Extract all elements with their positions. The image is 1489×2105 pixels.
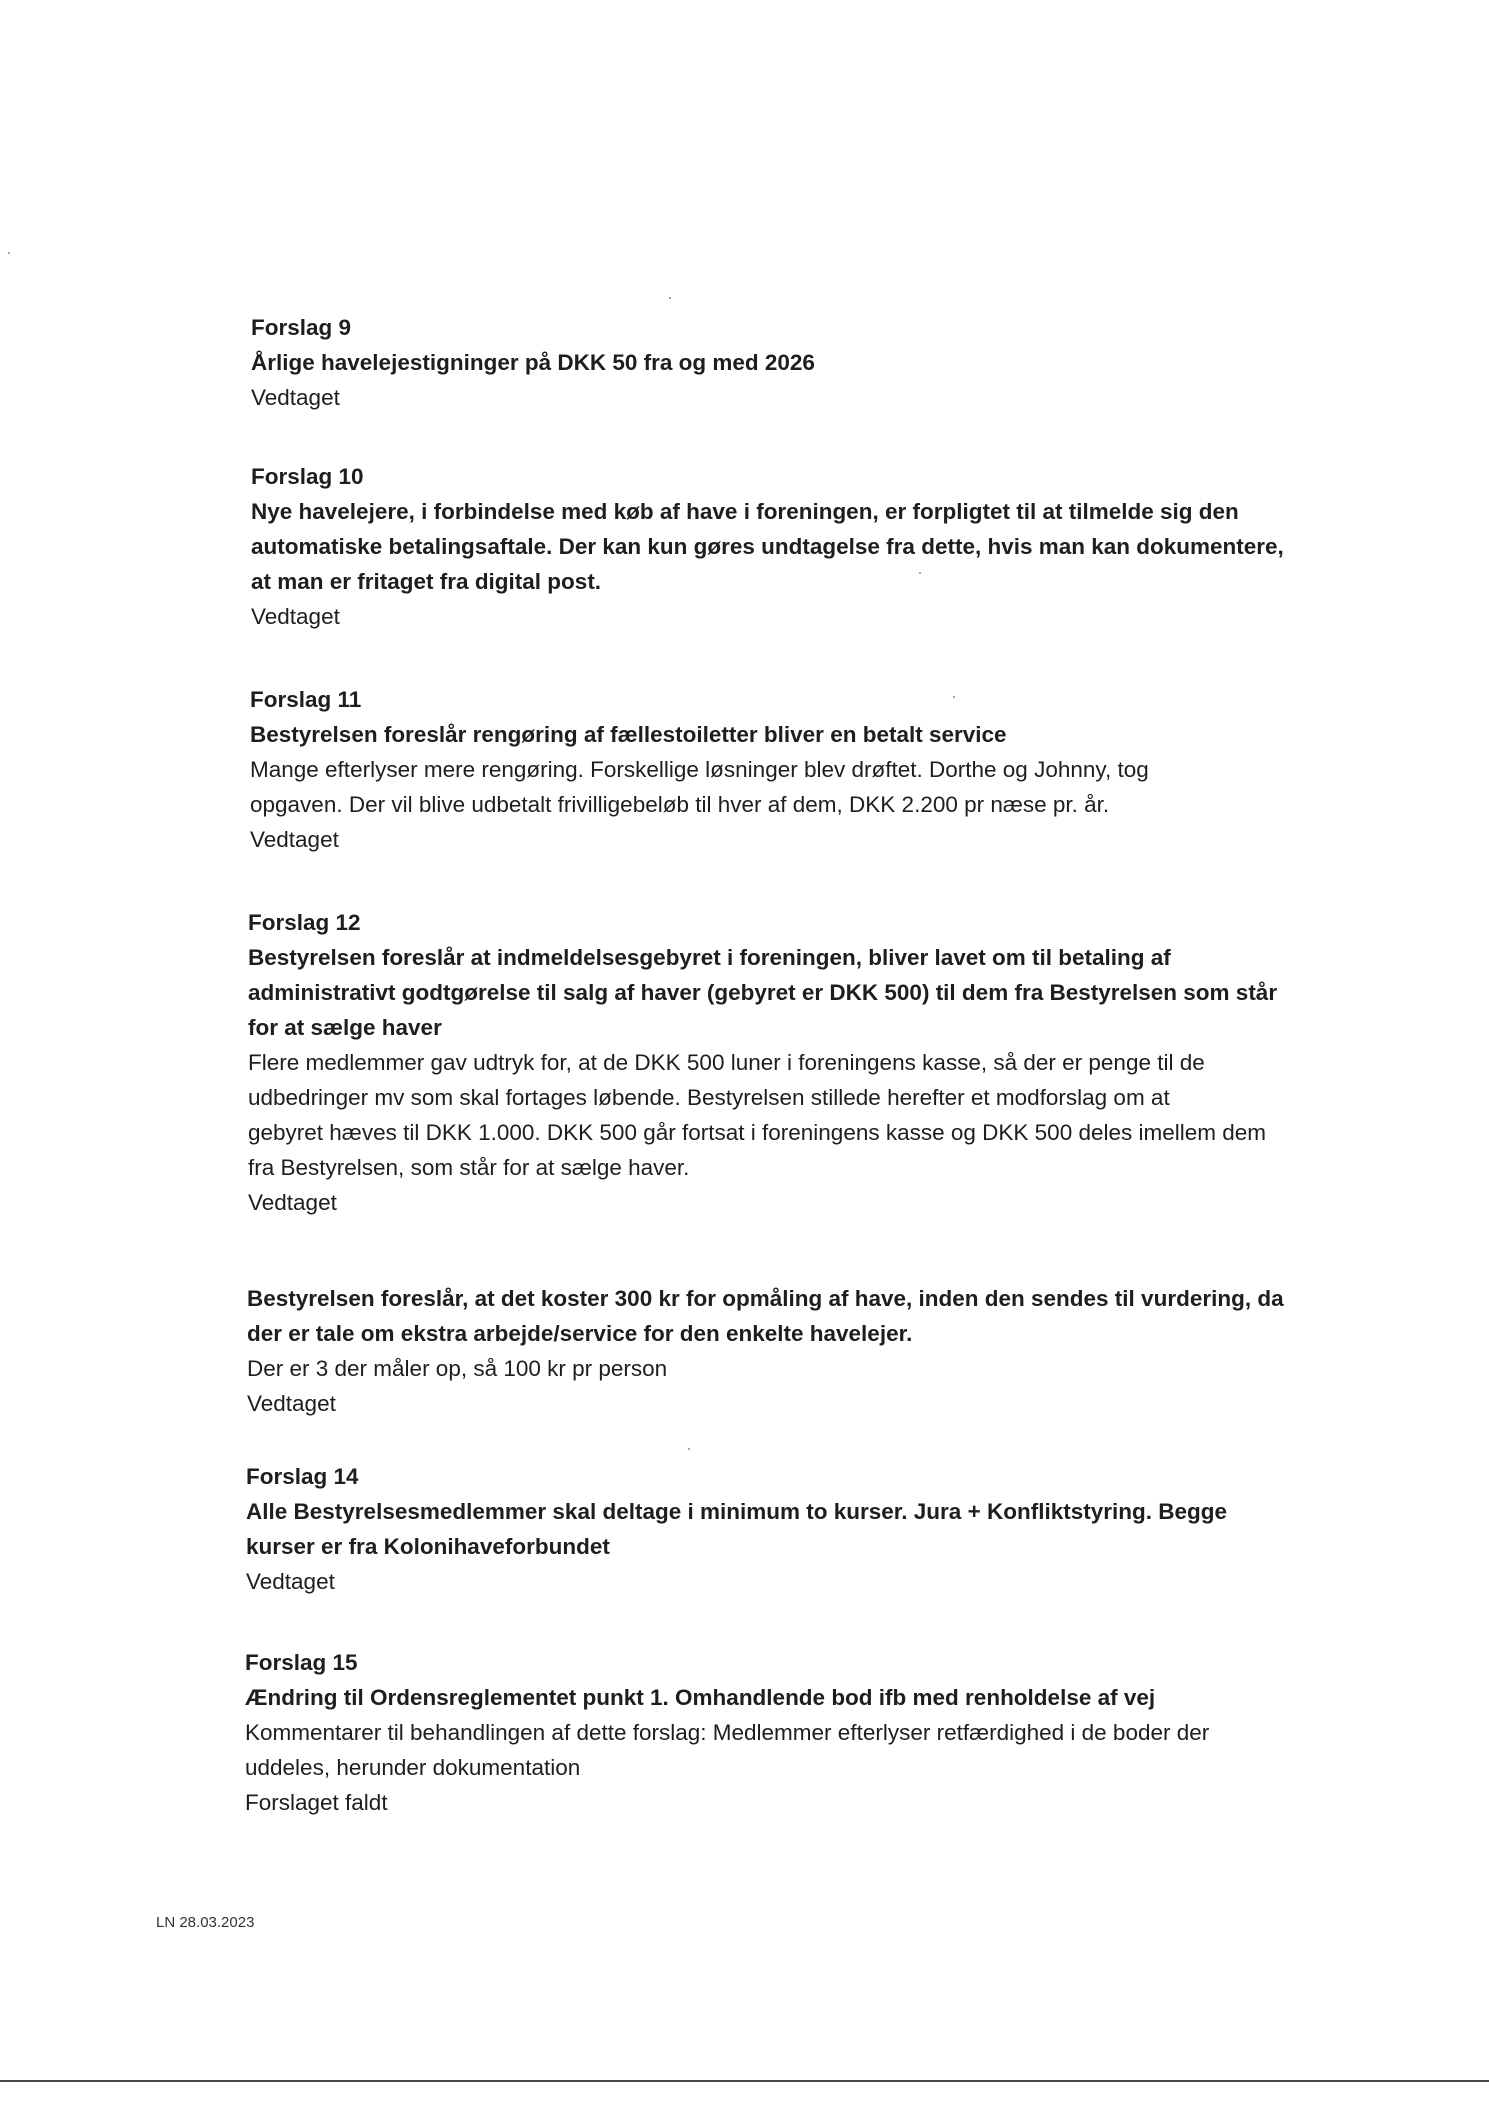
- proposal-9: [251, 310, 1331, 415]
- proposal-comment: Mange efterlyser mere rengøring. Forskellige løsninger blev drøftet. Dorthe og Johnny, tog: [250, 757, 1149, 782]
- proposal-title: Ændring til Ordensreglementet punkt 1. Omhandlende bod ifb med renholdelse af vej: [245, 1685, 1156, 1710]
- proposal-title: at man er fritaget fra digital post.: [251, 569, 602, 594]
- proposal-title: Bestyrelsen foreslår, at det koster 300 kr for opmåling af have, inden den sendes til vurdering, da: [247, 1286, 1284, 1311]
- proposal-heading: Forslag 11: [250, 687, 362, 712]
- proposal-10: [251, 459, 1331, 634]
- proposal-status: Forslaget faldt: [245, 1790, 388, 1815]
- proposal-11: [250, 682, 1330, 857]
- scan-speck: [688, 1448, 690, 1450]
- proposal-comment: gebyret hæves til DKK 1.000. DKK 500 går fortsat i foreningens kasse og DKK 500 deles imellem dem: [248, 1120, 1267, 1145]
- proposal-comment: Der er 3 der måler op, så 100 kr pr person: [247, 1356, 668, 1381]
- proposal-heading: Forslag 10: [251, 464, 364, 489]
- proposal-heading: Forslag 15: [245, 1650, 358, 1675]
- proposal-13: [247, 1281, 1327, 1421]
- proposal-12: [248, 905, 1328, 1220]
- proposal-heading: Forslag 9: [251, 315, 352, 340]
- proposal-title: kurser er fra Kolonihaveforbundet: [246, 1534, 610, 1559]
- scan-speck: [919, 572, 921, 574]
- proposal-comment: uddeles, herunder dokumentation: [245, 1755, 581, 1780]
- proposal-title: Alle Bestyrelsesmedlemmer skal deltage i minimum to kurser. Jura + Konfliktstyring. Begge: [246, 1499, 1227, 1524]
- proposal-title: administrativt godtgørelse til salg af haver (gebyret er DKK 500) til dem fra Bestyrelsen som står: [248, 980, 1278, 1005]
- proposal-title: Bestyrelsen foreslår at indmeldelsesgebyret i foreningen, bliver lavet om til betaling af: [248, 945, 1171, 970]
- proposal-title: Nye havelejere, i forbindelse med køb af have i foreningen, er forpligtet til at tilmelde sig den: [251, 499, 1239, 524]
- scan-speck: [953, 696, 955, 698]
- proposal-status: Vedtaget: [247, 1391, 336, 1416]
- proposal-comment: Kommentarer til behandlingen af dette forslag: Medlemmer efterlyser retfærdighed i de boder der: [245, 1720, 1210, 1745]
- proposal-heading: Forslag 14: [246, 1464, 359, 1489]
- proposal-title: Bestyrelsen foreslår rengøring af fællestoiletter bliver en betalt service: [250, 722, 1007, 747]
- scan-bottom-edge: [0, 2080, 1489, 2082]
- proposal-comment: fra Bestyrelsen, som står for at sælge haver.: [248, 1155, 690, 1180]
- proposal-title: der er tale om ekstra arbejde/service for den enkelte havelejer.: [247, 1321, 913, 1346]
- proposal-comment: Flere medlemmer gav udtryk for, at de DKK 500 luner i foreningens kasse, så der er penge til de: [248, 1050, 1205, 1075]
- footer-initials-date: LN 28.03.2023: [156, 1914, 255, 1931]
- proposal-title: Årlige havelejestigninger på DKK 50 fra og med 2026: [251, 350, 815, 375]
- proposal-status: Vedtaget: [251, 604, 340, 629]
- proposal-status: Vedtaget: [248, 1190, 337, 1215]
- scan-speck: [8, 252, 10, 254]
- proposal-comment: udbedringer mv som skal fortages løbende. Bestyrelsen stillede herefter et modforslag om at: [248, 1085, 1170, 1110]
- proposal-status: Vedtaget: [251, 385, 340, 410]
- scan-speck: [669, 297, 671, 299]
- proposal-comment: opgaven. Der vil blive udbetalt frivilligebeløb til hver af dem, DKK 2.200 pr næse pr. år.: [250, 792, 1110, 817]
- proposal-15: [245, 1645, 1325, 1820]
- proposal-status: Vedtaget: [250, 827, 339, 852]
- proposal-title: for at sælge haver: [248, 1015, 442, 1040]
- proposal-title: automatiske betalingsaftale. Der kan kun gøres undtagelse fra dette, hvis man kan dokumentere,: [251, 534, 1284, 559]
- proposal-status: Vedtaget: [246, 1569, 335, 1594]
- proposal-heading: Forslag 12: [248, 910, 361, 935]
- proposal-14: [246, 1459, 1326, 1599]
